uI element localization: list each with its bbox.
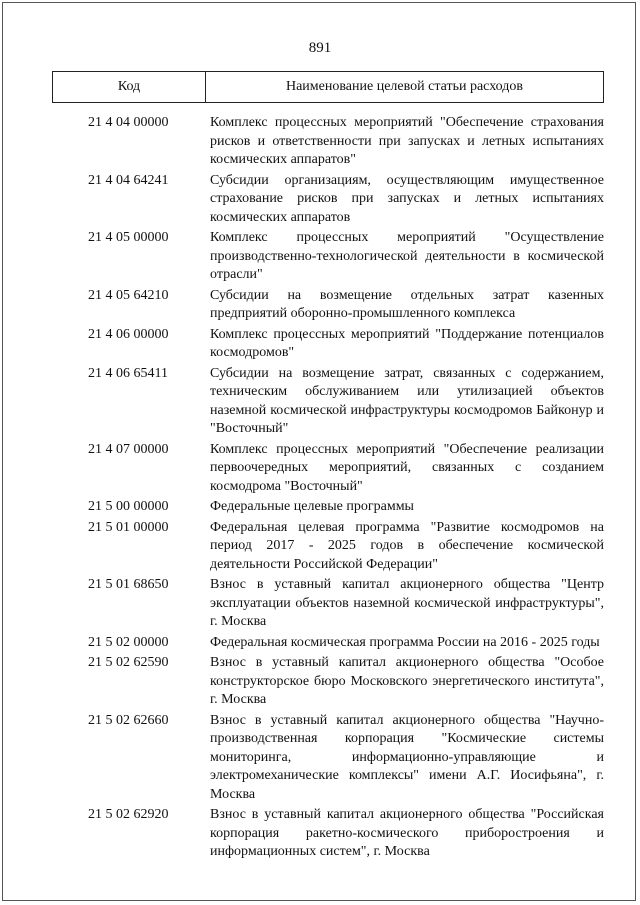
row-code: 21 5 02 00000	[88, 634, 169, 650]
page-number: 891	[308, 40, 332, 56]
table-row	[52, 326, 604, 363]
table-row	[52, 806, 604, 862]
row-name: Взнос в уставный капитал акционерного общества "Особое конструкторское бюро Московского энергетического института", г. Москва	[210, 655, 604, 707]
row-name: Субсидии организациям, осуществляющим имущественное страхование рисков при запусках и летных испытаниях космических аппаратов	[210, 172, 604, 225]
row-name: Субсидии на возмещение затрат, связанных с содержанием, техническим обслуживанием или утилизацией объектов наземной космической инфраструктуры космодромов Байконур и "Восточный"	[210, 365, 604, 436]
table-row	[52, 287, 604, 324]
row-code: 21 4 05 00000	[88, 230, 169, 245]
row-code: 21 5 01 00000	[88, 519, 169, 535]
row-name: Комплекс процессных мероприятий "Поддержание потенциалов космодромов"	[210, 326, 604, 360]
row-code: 21 4 04 00000	[88, 115, 169, 130]
table-row	[52, 114, 604, 170]
row-name: Субсидии на возмещение отдельных затрат казенных предприятий оборонно-промышленного комплекса	[210, 287, 604, 321]
table-row	[52, 519, 604, 575]
row-code: 21 4 07 00000	[88, 441, 169, 457]
row-code: 21 5 00 00000	[88, 499, 169, 514]
row-code: 21 5 02 62660	[88, 712, 169, 728]
row-name: Взнос в уставный капитал акционерного общества "Российская корпорация ракетно-космического приборостроения и информационных систем", г. Москва	[210, 807, 604, 859]
table-row	[52, 654, 604, 710]
header-name: Наименование целевой статьи расходов	[285, 79, 524, 94]
table-row	[52, 229, 604, 285]
row-code: 21 5 02 62920	[88, 807, 169, 822]
row-code: 21 4 04 64241	[88, 172, 169, 188]
table-row	[52, 441, 604, 497]
row-name: Федеральная целевая программа "Развитие космодромов на период 2017 - 2025 годов в обеспечение космической деятельности Российской Федерации"	[210, 519, 604, 572]
row-code: 21 4 06 00000	[88, 326, 169, 342]
table-row	[52, 712, 604, 805]
row-code: 21 4 05 64210	[88, 287, 169, 303]
table-row	[52, 634, 604, 653]
row-code: 21 5 01 68650	[88, 577, 169, 592]
row-name: Взнос в уставный капитал акционерного общества "Центр эксплуатации объектов наземной космической инфраструктуры", г. Москва	[210, 577, 604, 629]
row-code: 21 5 02 62590	[88, 655, 169, 670]
row-name: Комплекс процессных мероприятий "Обеспечение страхования рисков и ответственности при запусках и летных испытаниях космических аппаратов"	[210, 115, 604, 167]
row-name: Федеральная космическая программа России на 2016 - 2025 годы	[210, 634, 600, 650]
table-header	[52, 71, 604, 103]
table-row	[52, 498, 604, 517]
table-row	[52, 365, 604, 439]
header-code: Код	[53, 72, 206, 102]
row-name: Комплекс процессных мероприятий "Осуществление производственно-технологической деятельности в космической отрасли"	[210, 230, 604, 282]
row-code: 21 4 06 65411	[88, 365, 168, 381]
row-name: Федеральные целевые программы	[210, 499, 414, 514]
table-row	[52, 576, 604, 632]
table-body	[52, 114, 604, 864]
row-name: Комплекс процессных мероприятий "Обеспечение реализации первоочередных мероприятий, связанных с созданием космодрома "Восточный"	[210, 441, 604, 494]
table-row	[52, 172, 604, 228]
row-name: Взнос в уставный капитал акционерного общества "Научно-производственная корпорация "Космические системы мониторинга, информационно-управляющие и электромеханические комплексы" имени А.Г. Иосифьяна", г. Москва	[210, 712, 604, 802]
